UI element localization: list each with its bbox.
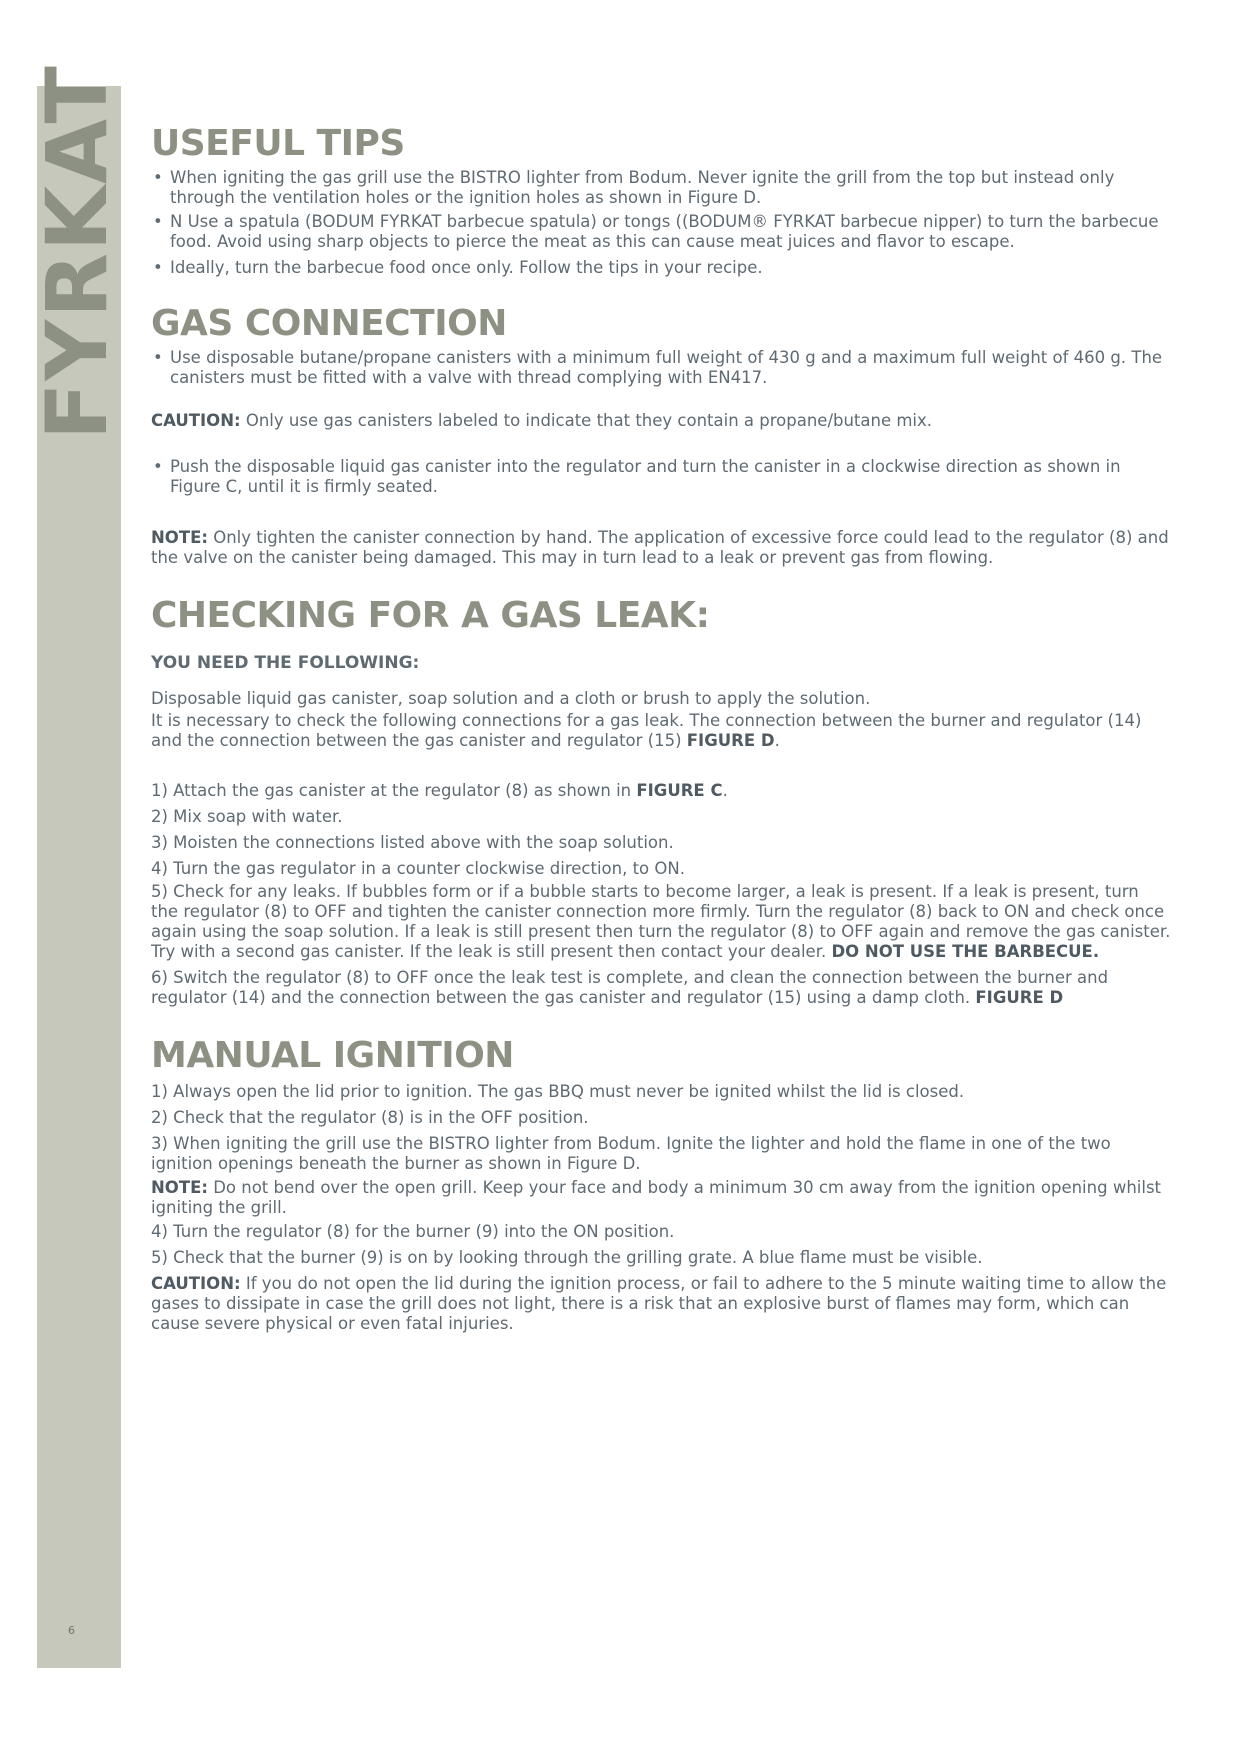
gas-connection-list-2 (151, 457, 1171, 497)
gas-leak-intro (151, 711, 1171, 751)
caution-label: CAUTION: (151, 1274, 241, 1293)
ignition-step: 1) Always open the lid prior to ignition. The gas BBQ must never be ignited whilst the lid is closed. (151, 1082, 965, 1101)
tip-item: • When igniting the gas grill use the BISTRO lighter from Bodum. Never ignite the grill from the top but instead only through the ventilation holes or the ignition holes as shown in Figure D. (151, 168, 1171, 208)
note-paragraph (151, 528, 1171, 568)
brand-title: FYRKAT (28, 64, 126, 440)
ignition-step: 4) Turn the regulator (8) for the burner (9) into the ON position. (151, 1222, 675, 1241)
gas-leak-intro: Disposable liquid gas canister, soap solution and a cloth or brush to apply the solution. (151, 689, 871, 708)
useful-tips-list (151, 168, 1171, 278)
note-label: NOTE: (151, 528, 208, 547)
figure-ref: FIGURE C (636, 781, 723, 800)
gas-leak-section (151, 592, 1171, 1008)
figure-ref: FIGURE D (686, 731, 775, 750)
leak-step: 2) Mix soap with water. (151, 807, 343, 826)
step-text: 1) Attach the gas canister at the regulator (8) as shown in (151, 781, 637, 800)
step-text: 5) Check for any leaks. If bubbles form or if a bubble starts to become larger, a leak is present. If a leak is present, turn the regulator (8) to OFF and tighten the canister connection more firmly. Turn the regulator (8) back to ON and check once again using the soap solution. If a leak is still present then turn the regulator (8) to OFF again and remove the gas canister. Try with a second gas canister. If the leak is still present then contact your dealer. (151, 882, 1171, 961)
leak-step (151, 968, 1171, 1008)
step-text: 6) Switch the regulator (8) to OFF once the leak test is complete, and clean the connection between the burner and regulator (14) and the connection between the gas canister and regulator (15) using a damp cloth. (151, 968, 1109, 1007)
figure-ref: FIGURE D (975, 988, 1064, 1007)
gas-connection-item: • Use disposable butane/propane canisters with a minimum full weight of 430 g and a maximum full weight of 460 g. The canisters must be fitted with a valve with thread complying with EN417. (151, 348, 1171, 388)
ignition-step: 5) Check that the burner (9) is on by looking through the grilling grate. A blue flame must be visible. (151, 1248, 983, 1267)
ignition-step: 2) Check that the regulator (8) is in the OFF position. (151, 1108, 589, 1127)
ignition-caution (151, 1274, 1171, 1334)
leak-step: 3) Moisten the connections listed above with the soap solution. (151, 833, 674, 852)
caution-text: If you do not open the lid during the ignition process, or fail to adhere to the 5 minute waiting time to allow the gases to dissipate in case the grill does not light, there is a risk that an explosive burst of flames may form, which can cause severe physical or even fatal injuries. (151, 1274, 1167, 1333)
caution-text: Only use gas canisters labeled to indicate that they contain a propane/butane mix. (240, 411, 933, 430)
leak-step (151, 882, 1171, 962)
caution-label: CAUTION: (151, 411, 241, 430)
page-number: 6 (68, 1624, 75, 1637)
gas-connection-section (151, 300, 1171, 568)
tip-item: • Ideally, turn the barbecue food once only. Follow the tips in your recipe. (151, 258, 1171, 278)
useful-tips-heading: USEFUL TIPS (151, 123, 405, 164)
tip-item: • N Use a spatula (BODUM FYRKAT barbecue spatula) or tongs ((BODUM® FYRKAT barbecue nipper) to turn the barbecue food. Avoid using sharp objects to pierce the meat as this can cause meat juices and flavor to escape. (151, 212, 1171, 252)
note-text: Do not bend over the open grill. Keep your face and body a minimum 30 cm away from the ignition opening whilst igniting the grill. (151, 1178, 1162, 1217)
step-end: . (722, 781, 728, 800)
leak-step (151, 781, 1171, 801)
main-content (151, 120, 1171, 1334)
ignition-step: 3) When igniting the grill use the BISTRO lighter from Bodum. Ignite the lighter and hold the flame in one of the two ignition openings beneath the burner as shown in Figure D. (151, 1134, 1111, 1173)
manual-ignition-heading: MANUAL IGNITION (151, 1035, 514, 1076)
warning-text: DO NOT USE THE BARBECUE. (831, 942, 1100, 961)
caution-paragraph (151, 411, 1171, 431)
leak-step: 4) Turn the gas regulator in a counter clockwise direction, to ON. (151, 859, 685, 878)
useful-tips-section (151, 120, 1171, 278)
gas-leak-subheading: YOU NEED THE FOLLOWING: (151, 653, 420, 673)
gas-connection-heading: GAS CONNECTION (151, 303, 507, 344)
note-text: Only tighten the canister connection by hand. The application of excessive force could lead to the regulator (8) and the valve on the canister being damaged. This may in turn lead to a leak or prevent gas from flowing. (151, 528, 1169, 567)
manual-ignition-section (151, 1032, 1171, 1334)
gas-connection-item: • Push the disposable liquid gas canister into the regulator and turn the canister in a clockwise direction as shown in Figure C, until it is firmly seated. (151, 457, 1171, 497)
intro-text: It is necessary to check the following connections for a gas leak. The connection between the burner and regulator (14) and the connection between the gas canister and regulator (15) (151, 711, 1142, 750)
ignition-note (151, 1178, 1171, 1218)
note-label: NOTE: (151, 1178, 208, 1197)
gas-connection-list (151, 348, 1171, 388)
intro-end: . (774, 731, 780, 750)
gas-leak-heading: CHECKING FOR A GAS LEAK: (151, 595, 710, 636)
